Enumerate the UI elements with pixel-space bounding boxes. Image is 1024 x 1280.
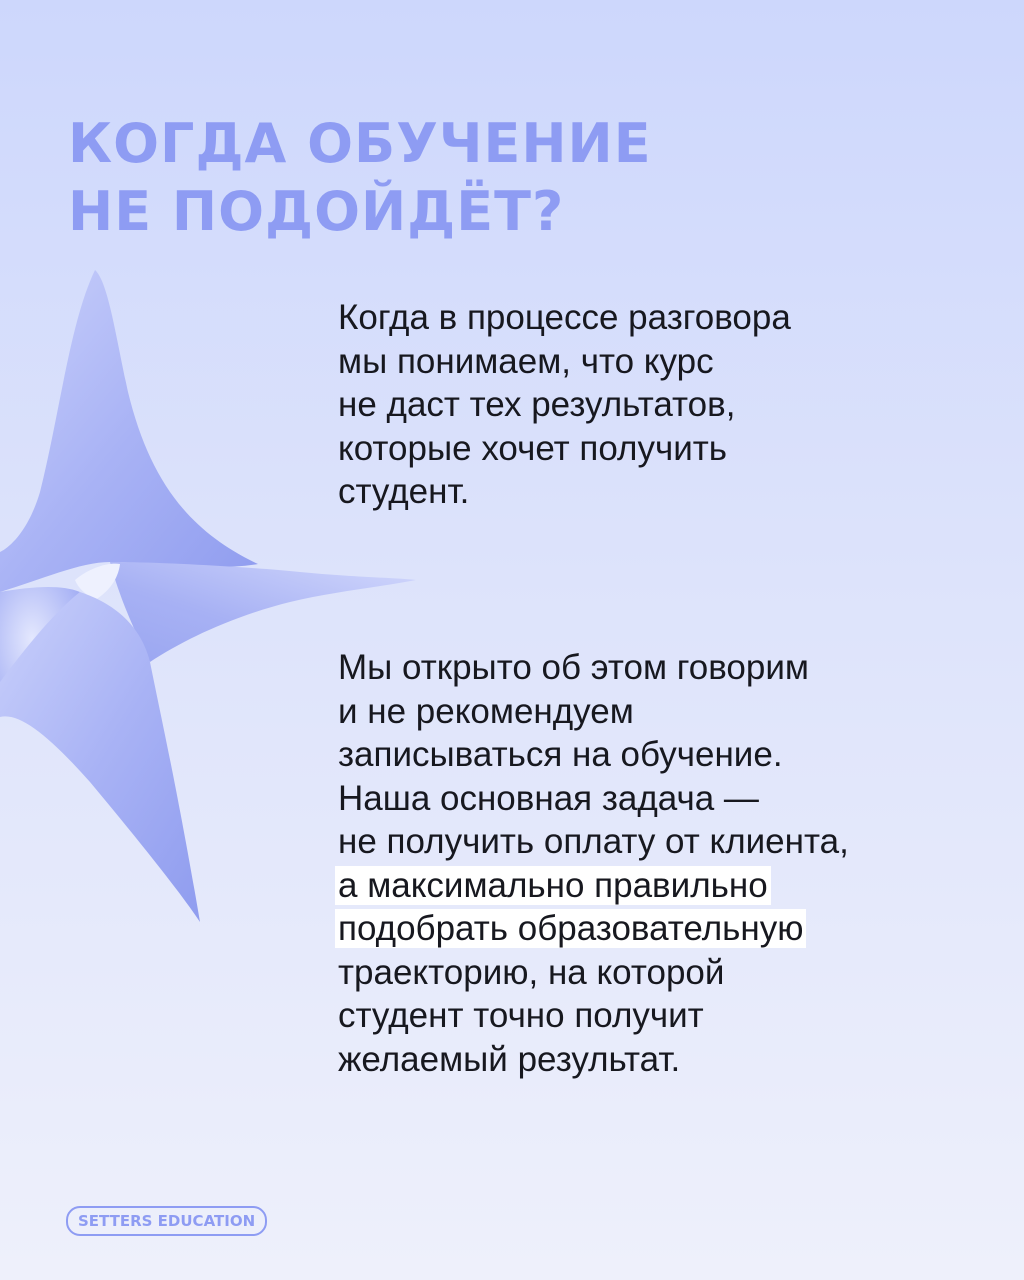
- text-line: Когда в процессе разговора: [338, 298, 791, 337]
- highlight-mark: подобрать образовательную: [335, 909, 806, 948]
- text-line: желаемый результат.: [338, 1039, 681, 1079]
- text-line: и не рекомендуем: [338, 691, 634, 731]
- highlighted-line: [338, 864, 849, 908]
- text-line: не получить оплату от клиента,: [338, 822, 849, 861]
- paragraph-intro: [338, 296, 791, 514]
- text-line: студент.: [338, 472, 470, 511]
- paragraph-explanation: [338, 646, 849, 1081]
- highlighted-line: [338, 907, 849, 951]
- text-line: мы понимаем, что курс: [338, 341, 714, 381]
- highlight-mark: а максимально правильно: [335, 866, 771, 905]
- brand-badge: SETTERS EDUCATION: [66, 1206, 267, 1236]
- text-line: не даст тех результатов,: [338, 385, 736, 424]
- title-line-2: НЕ ПОДОЙДЁТ?: [68, 180, 565, 243]
- page-title: [68, 110, 652, 246]
- text-line: которые хочет получить: [338, 428, 728, 468]
- text-line: записываться на обучение.: [338, 735, 783, 774]
- text-line: Наша основная задача —: [338, 778, 759, 818]
- text-line: Мы открыто об этом говорим: [338, 648, 809, 687]
- text-line: траекторию, на которой: [338, 952, 725, 992]
- text-line: студент точно получит: [338, 996, 704, 1035]
- title-line-1: КОГДА ОБУЧЕНИЕ: [68, 112, 652, 175]
